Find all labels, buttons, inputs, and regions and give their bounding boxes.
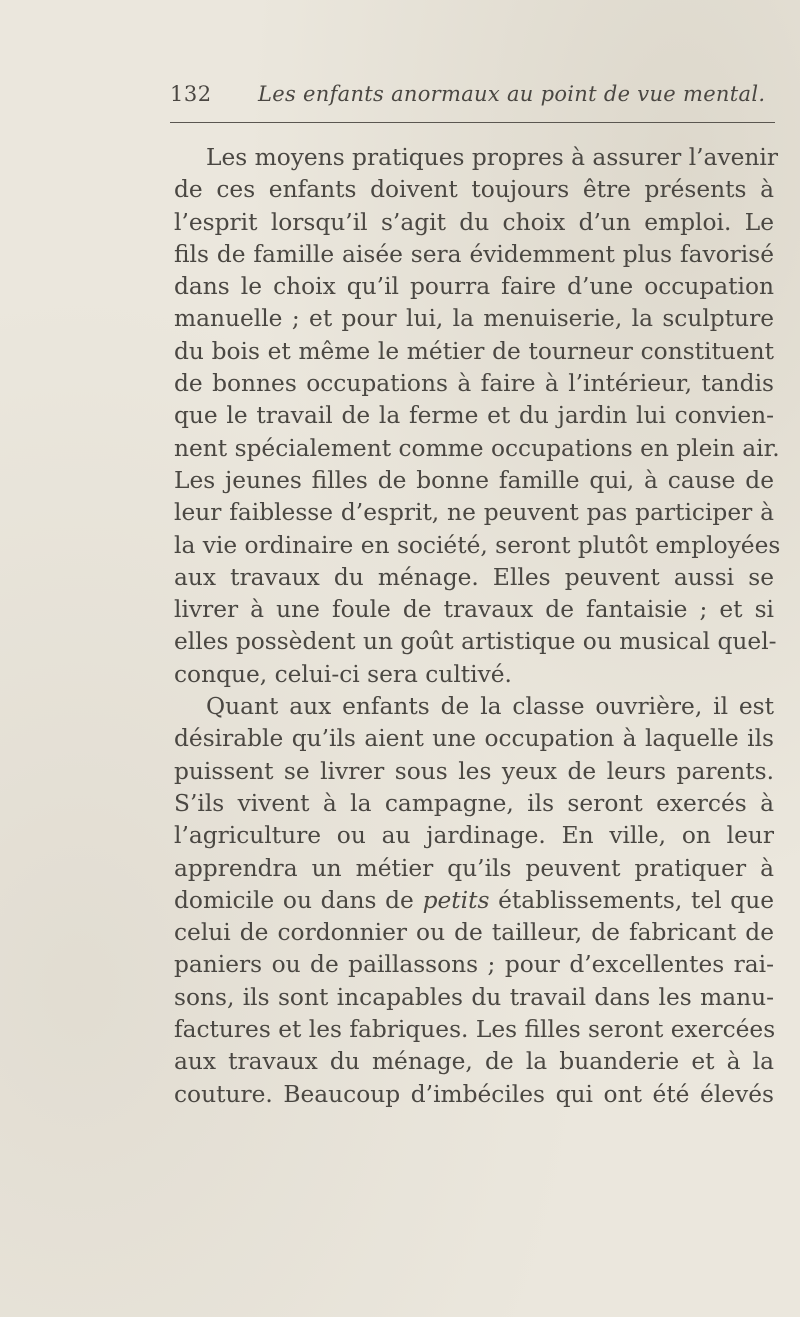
text-segment: domicile ou dans de (174, 886, 414, 914)
text-line: dans le choix qu’il pourra faire d’une occupation (174, 273, 774, 301)
text-line: Les jeunes filles de bonne famille qui, à cause de (174, 466, 774, 494)
text-line: conque, celui-ci sera cultivé. (174, 660, 512, 688)
text-line: sons, ils sont incapables du travail dans les manu- (174, 983, 774, 1011)
text-line: elles possèdent un goût artistique ou musical quel- (174, 628, 777, 656)
text-line: l’esprit lorsqu’il s’agit du choix d’un emploi. Le (174, 208, 774, 236)
text-line: nent spécialement comme occupations en plein air. (174, 434, 780, 462)
text-line: du bois et même le métier de tourneur constituent (174, 337, 774, 365)
text-line: S’ils vivent à la campagne, ils seront exercés à (174, 789, 774, 817)
text-line: factures et les fabriques. Les filles seront exercées (174, 1016, 776, 1044)
text-line: aux travaux du ménage. Elles peuvent aussi se (174, 563, 774, 591)
page-number: 132 (170, 82, 212, 106)
text-line: de bonnes occupations à faire à l’intérieur, tandis (174, 370, 774, 398)
text-line: aux travaux du ménage, de la buanderie et à la (174, 1048, 774, 1076)
text-line: paniers ou de paillassons ; pour d’excellentes rai- (174, 951, 774, 979)
text-line: puissent se livrer sous les yeux de leurs parents. (174, 757, 774, 785)
text-line: celui de cordonnier ou de tailleur, de fabricant de (174, 919, 774, 947)
text-line: Les moyens pratiques propres à assurer l’avenir (206, 144, 778, 171)
running-head (170, 82, 770, 118)
text-line (174, 885, 774, 917)
header-rule (170, 122, 775, 123)
text-line: l’agriculture ou au jardinage. En ville, on leur (174, 822, 774, 850)
text-line: désirable qu’ils aient une occupation à laquelle ils (174, 725, 774, 753)
text-line: fils de famille aisée sera évidemment plus favorisé (174, 240, 774, 268)
text-line: Quant aux enfants de la classe ouvrière, il est (206, 693, 774, 721)
text-line: apprendra un métier qu’ils peuvent pratiquer à (174, 854, 774, 882)
text-line: livrer à une foule de travaux de fantaisie ; et si (174, 596, 774, 624)
text-line: que le travail de la ferme et du jardin lui convien- (174, 402, 774, 430)
body-text (174, 142, 781, 1111)
text-line: manuelle ; et pour lui, la menuiserie, la sculpture (174, 305, 774, 333)
running-title: Les enfants anormaux au point de vue mental. (258, 82, 766, 106)
text-line: de ces enfants doivent toujours être présents à (174, 176, 774, 204)
text-line: couture. Beaucoup d’imbéciles qui ont été élevés (174, 1080, 774, 1108)
text-line: la vie ordinaire en société, seront plutôt employées (174, 531, 781, 559)
text-segment: établissements, tel que (498, 886, 775, 914)
emphasis-text: petits (422, 886, 490, 914)
text-line: leur faiblesse d’esprit, ne peuvent pas participer à (174, 499, 774, 527)
